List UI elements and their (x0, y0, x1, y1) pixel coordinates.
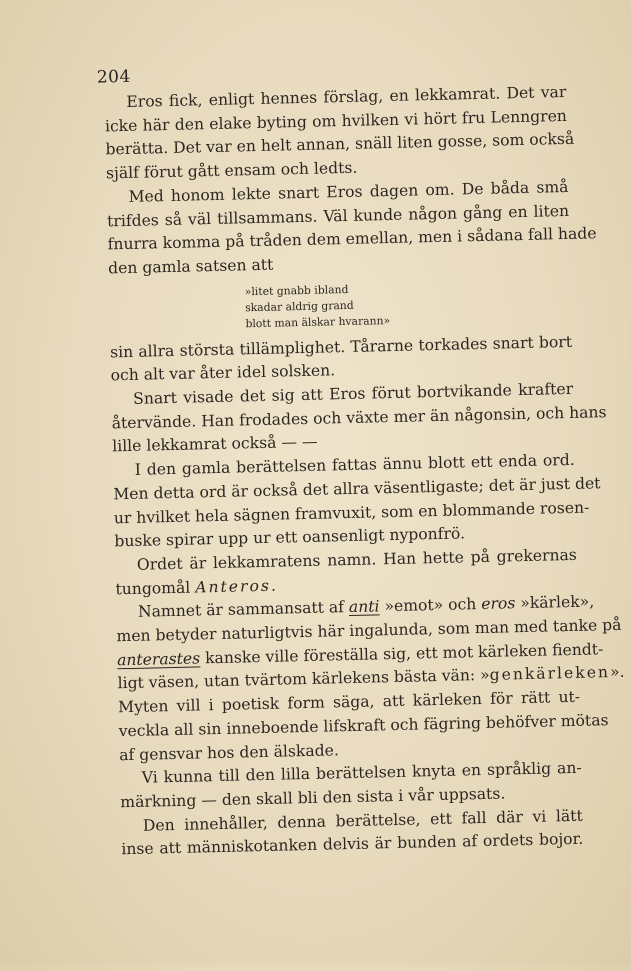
anteros-word: Anteros. (195, 576, 279, 597)
text-line: Den innehåller, denna berättelse, ett fall där vi lätt (142, 806, 583, 835)
text-line: icke här den elake byting om hvilken vi hört fru Lenngren (104, 106, 568, 136)
verse-line: »litet gnabb ibland (244, 282, 349, 298)
text-line: Med honom lekte snart Eros dagen om. De båda små (128, 177, 569, 206)
verse-line: skadar aldrig grand (244, 298, 354, 314)
text-line: af gensvar hos den älskade. (119, 740, 339, 764)
text-line: märkning — den skall bli den sista i vår uppsats. (120, 784, 506, 812)
verse-line: blott man älskar hvarann» (245, 313, 391, 330)
anterastes-word: anterastes (116, 649, 201, 670)
anti-word: anti (348, 597, 380, 617)
text-line: trifdes så väl tillsammans. Väl kunde någon gång en liten (106, 201, 570, 230)
text-line: men betyder naturligtvis här ingalunda, som man med tanke på (116, 615, 622, 646)
text-line: och alt var åter idel solsken. (110, 361, 336, 385)
genkarleken-word: genkärleken (489, 663, 611, 685)
text-fragment: ». (609, 663, 625, 682)
text-line: veckla all sin inneboende lifskraft och fägring behöfver mötas (118, 711, 609, 741)
text-line: den gamla satsen att (107, 255, 274, 278)
text-line: buske spirar upp ur ett oansenligt nyponfrö. (114, 524, 466, 551)
text-line: ur hvilket hela sägnen framvuxit, som en blommande rosen- (113, 498, 590, 527)
text-fragment: tungomål (115, 578, 196, 598)
paragraph-block-3 (117, 686, 609, 862)
text-line: Snart visade det sig att Eros förut bortvikande krafter (132, 379, 574, 408)
text-line: inse att människotanken delvis är bunden af ordets bojor. (121, 830, 584, 859)
paragraph-block-2 (109, 331, 607, 555)
body-text (104, 81, 625, 862)
text-line: återvände. Han frodades och växte mer än någonsin, och hans (111, 402, 607, 433)
text-line: fnurra komma på tråden dem emellan, men i sådana fall hade (107, 224, 597, 254)
text-line: sin allra största tillämplighet. Tårarne torkades snart bort (109, 332, 573, 362)
text-line: själf förut gått ensam och ledts. (105, 158, 358, 183)
text-line: Eros fick, enligt hennes förslag, en lekkamrat. Det var (126, 82, 567, 111)
text-line: Men detta ord är också det allra väsentligaste; det är just det (113, 474, 601, 504)
paragraph-namnet (116, 591, 625, 696)
eros-word: eros (481, 594, 516, 614)
text-line: Ordet är lekkamratens namn. Han hette på grekernas (136, 545, 578, 574)
text-line: Myten vill i poetisk form säga, att kärleken för rätt ut- (117, 687, 581, 717)
text-line: lille lekkamrat också — — (112, 433, 318, 456)
text-fragment: Namnet är sammansatt af (137, 598, 350, 622)
text-fragment: »emot» och (379, 595, 482, 616)
text-fragment: kanske ville föreställa sig, ett mot kärleken fiendt- (199, 640, 604, 668)
page-number: 204 (96, 66, 132, 88)
text-fragment: ligt väsen, utan tvärtom kärlekens bästa vän: » (117, 666, 490, 693)
verse-quote (245, 277, 572, 332)
text-fragment: »kärlek», (515, 592, 595, 613)
text-line: berätta. Det var en helt annan, snäll liten gosse, som också (105, 130, 575, 159)
paragraph-block-1 (104, 81, 597, 281)
text-line: Vi kunna till den lilla berättelsen knyta en språklig an- (141, 759, 582, 788)
text-line: I den gamla berättelsen fattas ännu blott ett enda ord. (134, 451, 575, 479)
